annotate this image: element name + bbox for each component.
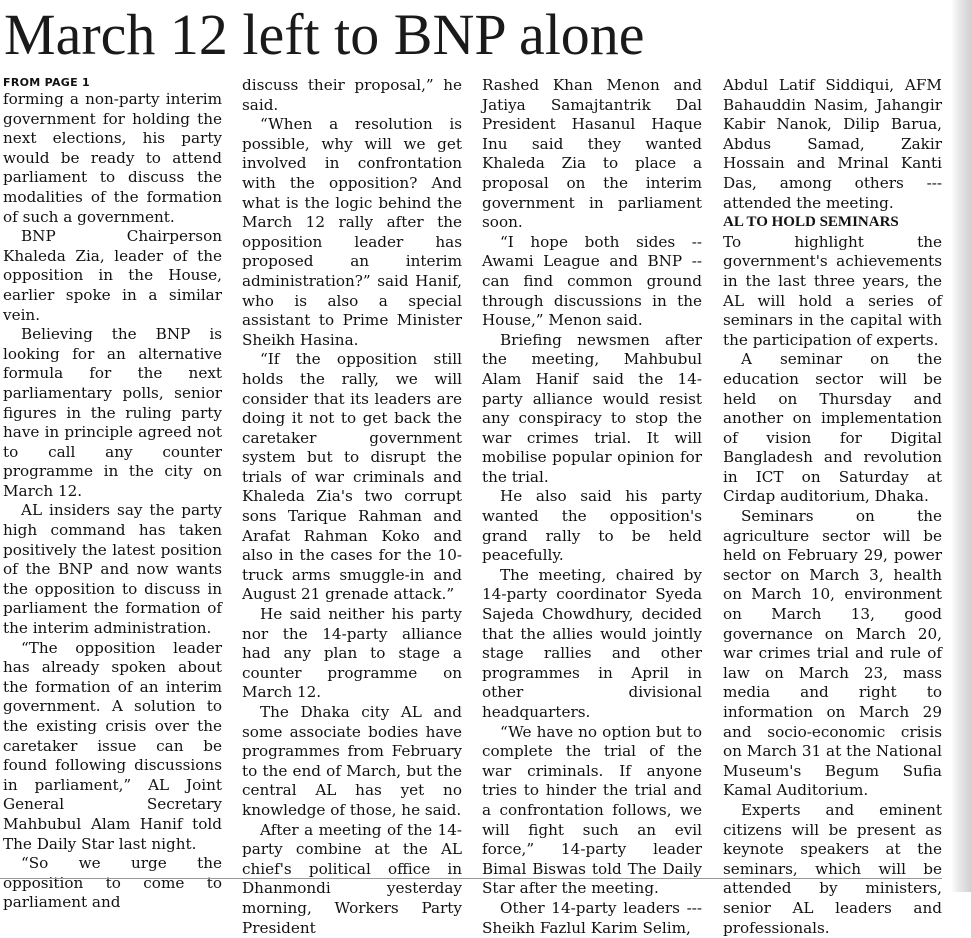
paragraph: Seminars on the agriculture sector will be held on February 29, power sector on March 3, health on March 10, environment on March 13, good governance on March 20, war crimes trial and rule of law on March 23, mass media and right to information on March 29 and socio-economic crisis on March 31 at the National Museum's Begum Sufia Kamal Auditorium. [723,507,942,800]
paragraph: Rashed Khan Menon and Jatiya Samajtantrik Dal President Hasanul Haque Inu said they wanted Khaleda Zia to place a proposal on the interim government in parliament soon. [482,76,702,232]
paragraph: “If the opposition still holds the rally, we will consider that its leaders are doing it not to get back the caretaker government system but to disrupt the trials of war criminals and Khaleda Zia's two corrupt sons Tarique Rahman and Arafat Rahman Koko and also in the cases for the 10-truck arms smuggle-in and August 21 grenade attack.” [242,350,462,604]
paragraph: “I hope both sides -- Awami League and BNP -- can find common ground through discussions in the House,” Menon said. [482,232,702,330]
page-edge-shadow [951,0,971,892]
article-column-1 [3,76,222,913]
paragraph: Abdul Latif Siddiqui, AFM Bahauddin Nasim, Jahangir Kabir Nanok, Dilip Barua, Abdus Samad, Zakir Hossain and Mrinal Kanti Das, among others --- attended the meeting. [723,76,942,212]
article-column-3 [482,76,702,938]
paragraph: forming a non-party interim government for holding the next elections, his party would be ready to attend parliament to discuss the modalities of the formation of such a government. [3,90,222,226]
paragraph: Other 14-party leaders --- Sheikh Fazlul Karim Selim, [482,898,702,937]
paragraph: “The opposition leader has already spoken about the formation of an interim government. A solution to the existing crisis over the caretaker issue can be found following discussions in parliament,” AL Joint General Secretary Mahbubul Alam Hanif told The Daily Star last night. [3,638,222,853]
article-column-2 [242,76,462,938]
paragraph: After a meeting of the 14-party combine at the AL chief's political office in Dhanmondi yesterday morning, Workers Party President [242,820,462,937]
paragraph: Briefing newsmen after the meeting, Mahbubul Alam Hanif said the 14-party alliance would resist any conspiracy to stop the war crimes trial. It will mobilise popular opinion for the trial. [482,330,702,486]
paragraph: “We have no option but to complete the trial of the war criminals. If anyone tries to hinder the trial and a confrontation follows, we will fight such an evil force,” 14-party leader Bimal Biswas told The Daily Star after the meeting. [482,722,702,898]
paragraph: “So we urge the opposition to come to parliament and [3,854,222,912]
paragraph: discuss their proposal,” he said. [242,76,462,114]
paragraph: “When a resolution is possible, why will we get involved in confrontation with the opposition? And what is the logic behind the March 12 rally after the opposition leader has proposed an interim administration?” said Hanif, who is also a special assistant to Prime Minister Sheikh Hasina. [242,115,462,349]
paragraph: BNP Chairperson Khaleda Zia, leader of the opposition in the House, earlier spoke in a similar vein. [3,227,222,324]
paragraph: Believing the BNP is looking for an alternative formula for the next parliamentary polls, senior figures in the ruling party have in principle agreed not to call any counter programme in the city on March 12. [3,325,222,500]
paragraph: The meeting, chaired by 14-party coordinator Syeda Sajeda Chowdhury, decided that the allies would jointly stage rallies and other programmes in April in other divisional headquarters. [482,565,702,721]
paragraph: To highlight the government's achievements in the last three years, the AL will hold a series of seminars in the capital with the participation of experts. [723,232,942,349]
section-subhead: AL TO HOLD SEMINARS [723,214,899,231]
paragraph: He also said his party wanted the opposition's grand rally to be held peacefully. [482,487,702,565]
paragraph: AL insiders say the party high command has taken positively the latest position of the BNP and now wants the opposition to discuss in parliament the formation of the interim administration. [3,501,222,638]
paragraph: He said neither his party nor the 14-party alliance had any plan to stage a counter programme on March 12. [242,605,462,702]
paragraph: Experts and eminent citizens will be present as keynote speakers at the seminars, which will be attended by ministers, senior AL leaders and professionals. [723,800,942,937]
headline: March 12 left to BNP alone [4,2,645,67]
continued-kicker: FROM PAGE 1 [3,76,91,89]
article-column-4 [723,76,942,938]
paragraph: A seminar on the education sector will be held on Thursday and another on implementation of vision for Digital Bangladesh and revolution in ICT on Saturday at Cirdap auditorium, Dhaka. [723,350,942,506]
paragraph: The Dhaka city AL and some associate bodies have programmes from February to the end of March, but the central AL has yet no knowledge of those, he said. [242,703,462,819]
bottom-rule [0,878,942,879]
